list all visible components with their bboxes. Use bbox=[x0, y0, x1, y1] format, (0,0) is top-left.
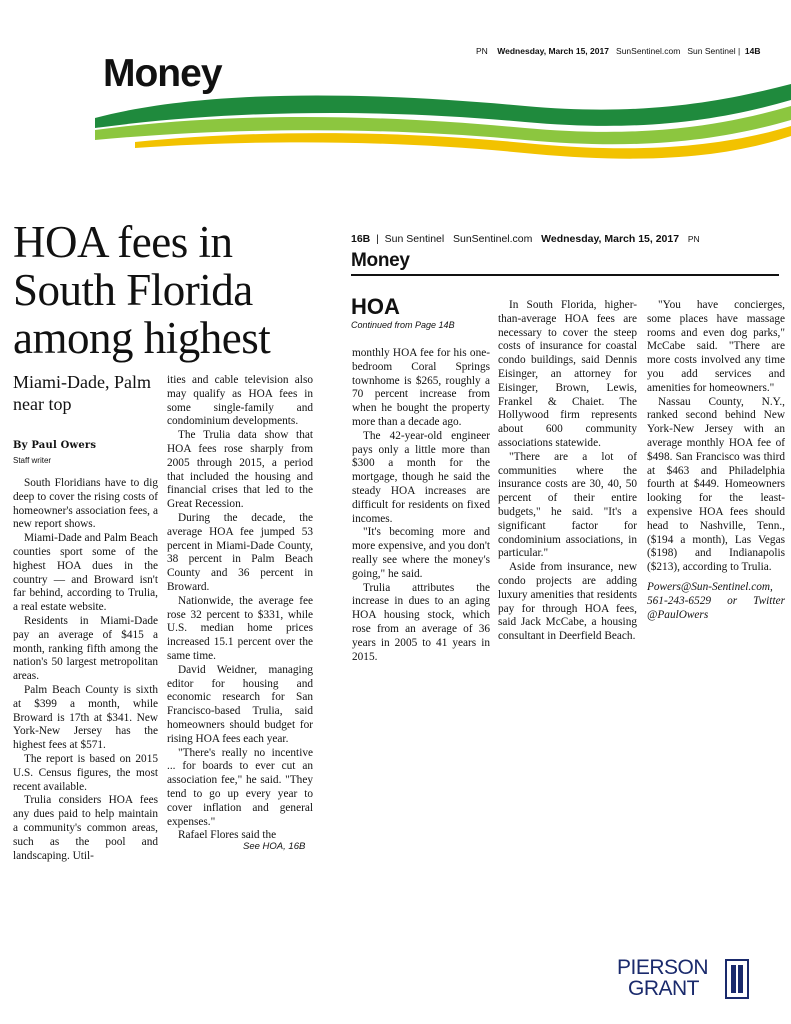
paragraph: The 42-year-old engineer pays only a little more than $300 a month for the mortgage, though he said the steady HOA increases are difficult for residents on fixed incomes. bbox=[352, 429, 490, 525]
top-dateline: PN Wednesday, March 15, 2017 SunSentinel.com Sun Sentinel | 14B bbox=[476, 46, 761, 56]
paragraph: Nationwide, the average fee rose 32 percent to $331, while U.S. median home prices increased 15.1 percent over the same time. bbox=[167, 594, 313, 662]
jump-column-3 bbox=[647, 299, 785, 622]
paragraph: "You have concierges, some places have massage rooms and even dog parks," McCabe said. "There are more costs involved any time you add services and amenities for homeowners." bbox=[647, 299, 785, 394]
paragraph: The report is based on 2015 U.S. Census figures, the most recent available. bbox=[13, 752, 158, 793]
paragraph: Nassau County, N.Y., ranked second behind New York-New Jersey with an average monthly HOA fee of $498. San Francisco was third at $463 and Philadelphia fourth at $449. Homeowners looking for the least-expensive HOA fees should head to Nashville, Tenn., ($194 a month), Las Vegas ($198) and Indianapolis ($213), according to Trulia. bbox=[647, 395, 785, 574]
section-title-money: Money bbox=[103, 52, 222, 95]
jump-section-title: Money bbox=[351, 250, 410, 271]
section-rule bbox=[351, 274, 779, 276]
continued-from: Continued from Page 14B bbox=[351, 320, 455, 330]
site-url: SunSentinel.com bbox=[616, 46, 681, 56]
jump-site-url: SunSentinel.com bbox=[452, 233, 533, 245]
paragraph: "It's becoming more and more expensive, and you don't really see where the money's going," he said. bbox=[352, 526, 490, 580]
paragraph: ities and cable television also may qualify as HOA fees in some single-family and condominium developments. bbox=[167, 374, 313, 428]
jump-reference: See HOA, 16B bbox=[243, 841, 306, 852]
paragraph: Rafael Flores said the bbox=[178, 829, 277, 842]
paragraph: Trulia considers HOA fees any dues paid to help maintain a community's common areas, such as the pool and landscaping. Util- bbox=[13, 794, 158, 862]
author-contact: Powers@Sun-Sentinel.com, 561-243-6529 or Twitter @PaulOwers bbox=[647, 580, 785, 621]
paper-name: Sun Sentinel bbox=[687, 46, 736, 56]
deck: Miami-Dade, Palm near top bbox=[13, 372, 151, 414]
jump-column-2 bbox=[498, 299, 637, 644]
jump-column-1 bbox=[352, 347, 490, 664]
logo-line-grant: GRANT bbox=[628, 977, 699, 1000]
jump-dateline: 16B | Sun Sentinel SunSentinel.com Wednesday, March 15, 2017 PN bbox=[351, 233, 700, 245]
byline-role: Staff writer bbox=[13, 456, 52, 465]
issue-date: Wednesday, March 15, 2017 bbox=[497, 46, 609, 56]
jump-paper-name: Sun Sentinel bbox=[384, 233, 445, 245]
paragraph: "There are a lot of communities where the insurance costs are 30, 40, 50 percent of their entire budgets," he said. "It's a significant factor for condominium associations, in particular." bbox=[498, 450, 637, 560]
article-column-2 bbox=[167, 374, 313, 843]
paragraph: Trulia attributes the increase in dues to an aging HOA housing stock, which rose from an average of 36 years in 2005 to 41 years in 2015. bbox=[352, 581, 490, 663]
jump-issue-date: Wednesday, March 15, 2017 bbox=[541, 233, 680, 245]
pierson-grant-logo bbox=[617, 957, 757, 1005]
jump-label: HOA bbox=[351, 294, 400, 319]
paragraph: South Floridians have to dig deep to cover the rising costs of homeowner's association fees, a new report shows. bbox=[13, 477, 158, 531]
paragraph: David Weidner, managing editor for housing and economic research for San Francisco-based Trulia, said homeowners should budget for rising HOA fees each year. bbox=[167, 663, 313, 745]
page-number: 14B bbox=[744, 46, 761, 56]
paragraph: In South Florida, higher-than-average HOA fees are necessary to cover the steep costs of insurance for coastal condo buildings, said Dennis Eisinger, an attorney for Eisinger, Brown, Lewis, Frankel & Chaiet. The Hollywood firm represents about 600 community associations statewide. bbox=[498, 299, 637, 449]
paragraph: Miami-Dade and Palm Beach counties sport some of the highest HOA dues in the country — and Broward isn't far behind, according to Trulia, a real estate website. bbox=[13, 532, 158, 614]
logo-line-pierson: PIERSON bbox=[617, 956, 709, 979]
paragraph: monthly HOA fee for his one-bedroom Coral Springs townhome is $265, roughly a 70 percent increase from when he bought the property more than a decade ago. bbox=[352, 347, 490, 428]
paragraph: During the decade, the average HOA fee jumped 53 percent in Miami-Dade County, 38 percent in Palm Beach County and 36 percent in Broward. bbox=[167, 511, 313, 593]
pierson-grant-mark-icon bbox=[725, 959, 749, 999]
byline: By Paul Owers bbox=[13, 440, 97, 451]
article-column-1 bbox=[13, 477, 158, 863]
edition-code: PN bbox=[476, 46, 488, 56]
paragraph: "There's really no incentive ... for boards to ever cut an association fee," he said. "They tend to go up every year to cover inflation and general expenses." bbox=[167, 746, 313, 828]
paragraph: Aside from insurance, new condo projects are adding luxury amenities that residents pay for through HOA fees, said Jack McCabe, a housing consultant in Deerfield Beach. bbox=[498, 561, 637, 643]
paragraph: Residents in Miami-Dade pay an average of $415 a month, ranking fifth among the nation's 50 largest metropolitan areas. bbox=[13, 614, 158, 683]
jump-edition-code: PN bbox=[687, 234, 700, 244]
jump-page-number: 16B bbox=[351, 233, 371, 245]
paragraph: The Trulia data show that HOA fees rose sharply from 2005 through 2015, a period that included the housing and financial crises that led to the Great Recession. bbox=[167, 429, 313, 511]
headline: HOA fees in South Florida among highest bbox=[13, 217, 271, 363]
paragraph: Palm Beach County is sixth at $399 a month, while Broward is 17th at $341. New York-New Jersey has the highest fees at $571. bbox=[13, 683, 158, 752]
